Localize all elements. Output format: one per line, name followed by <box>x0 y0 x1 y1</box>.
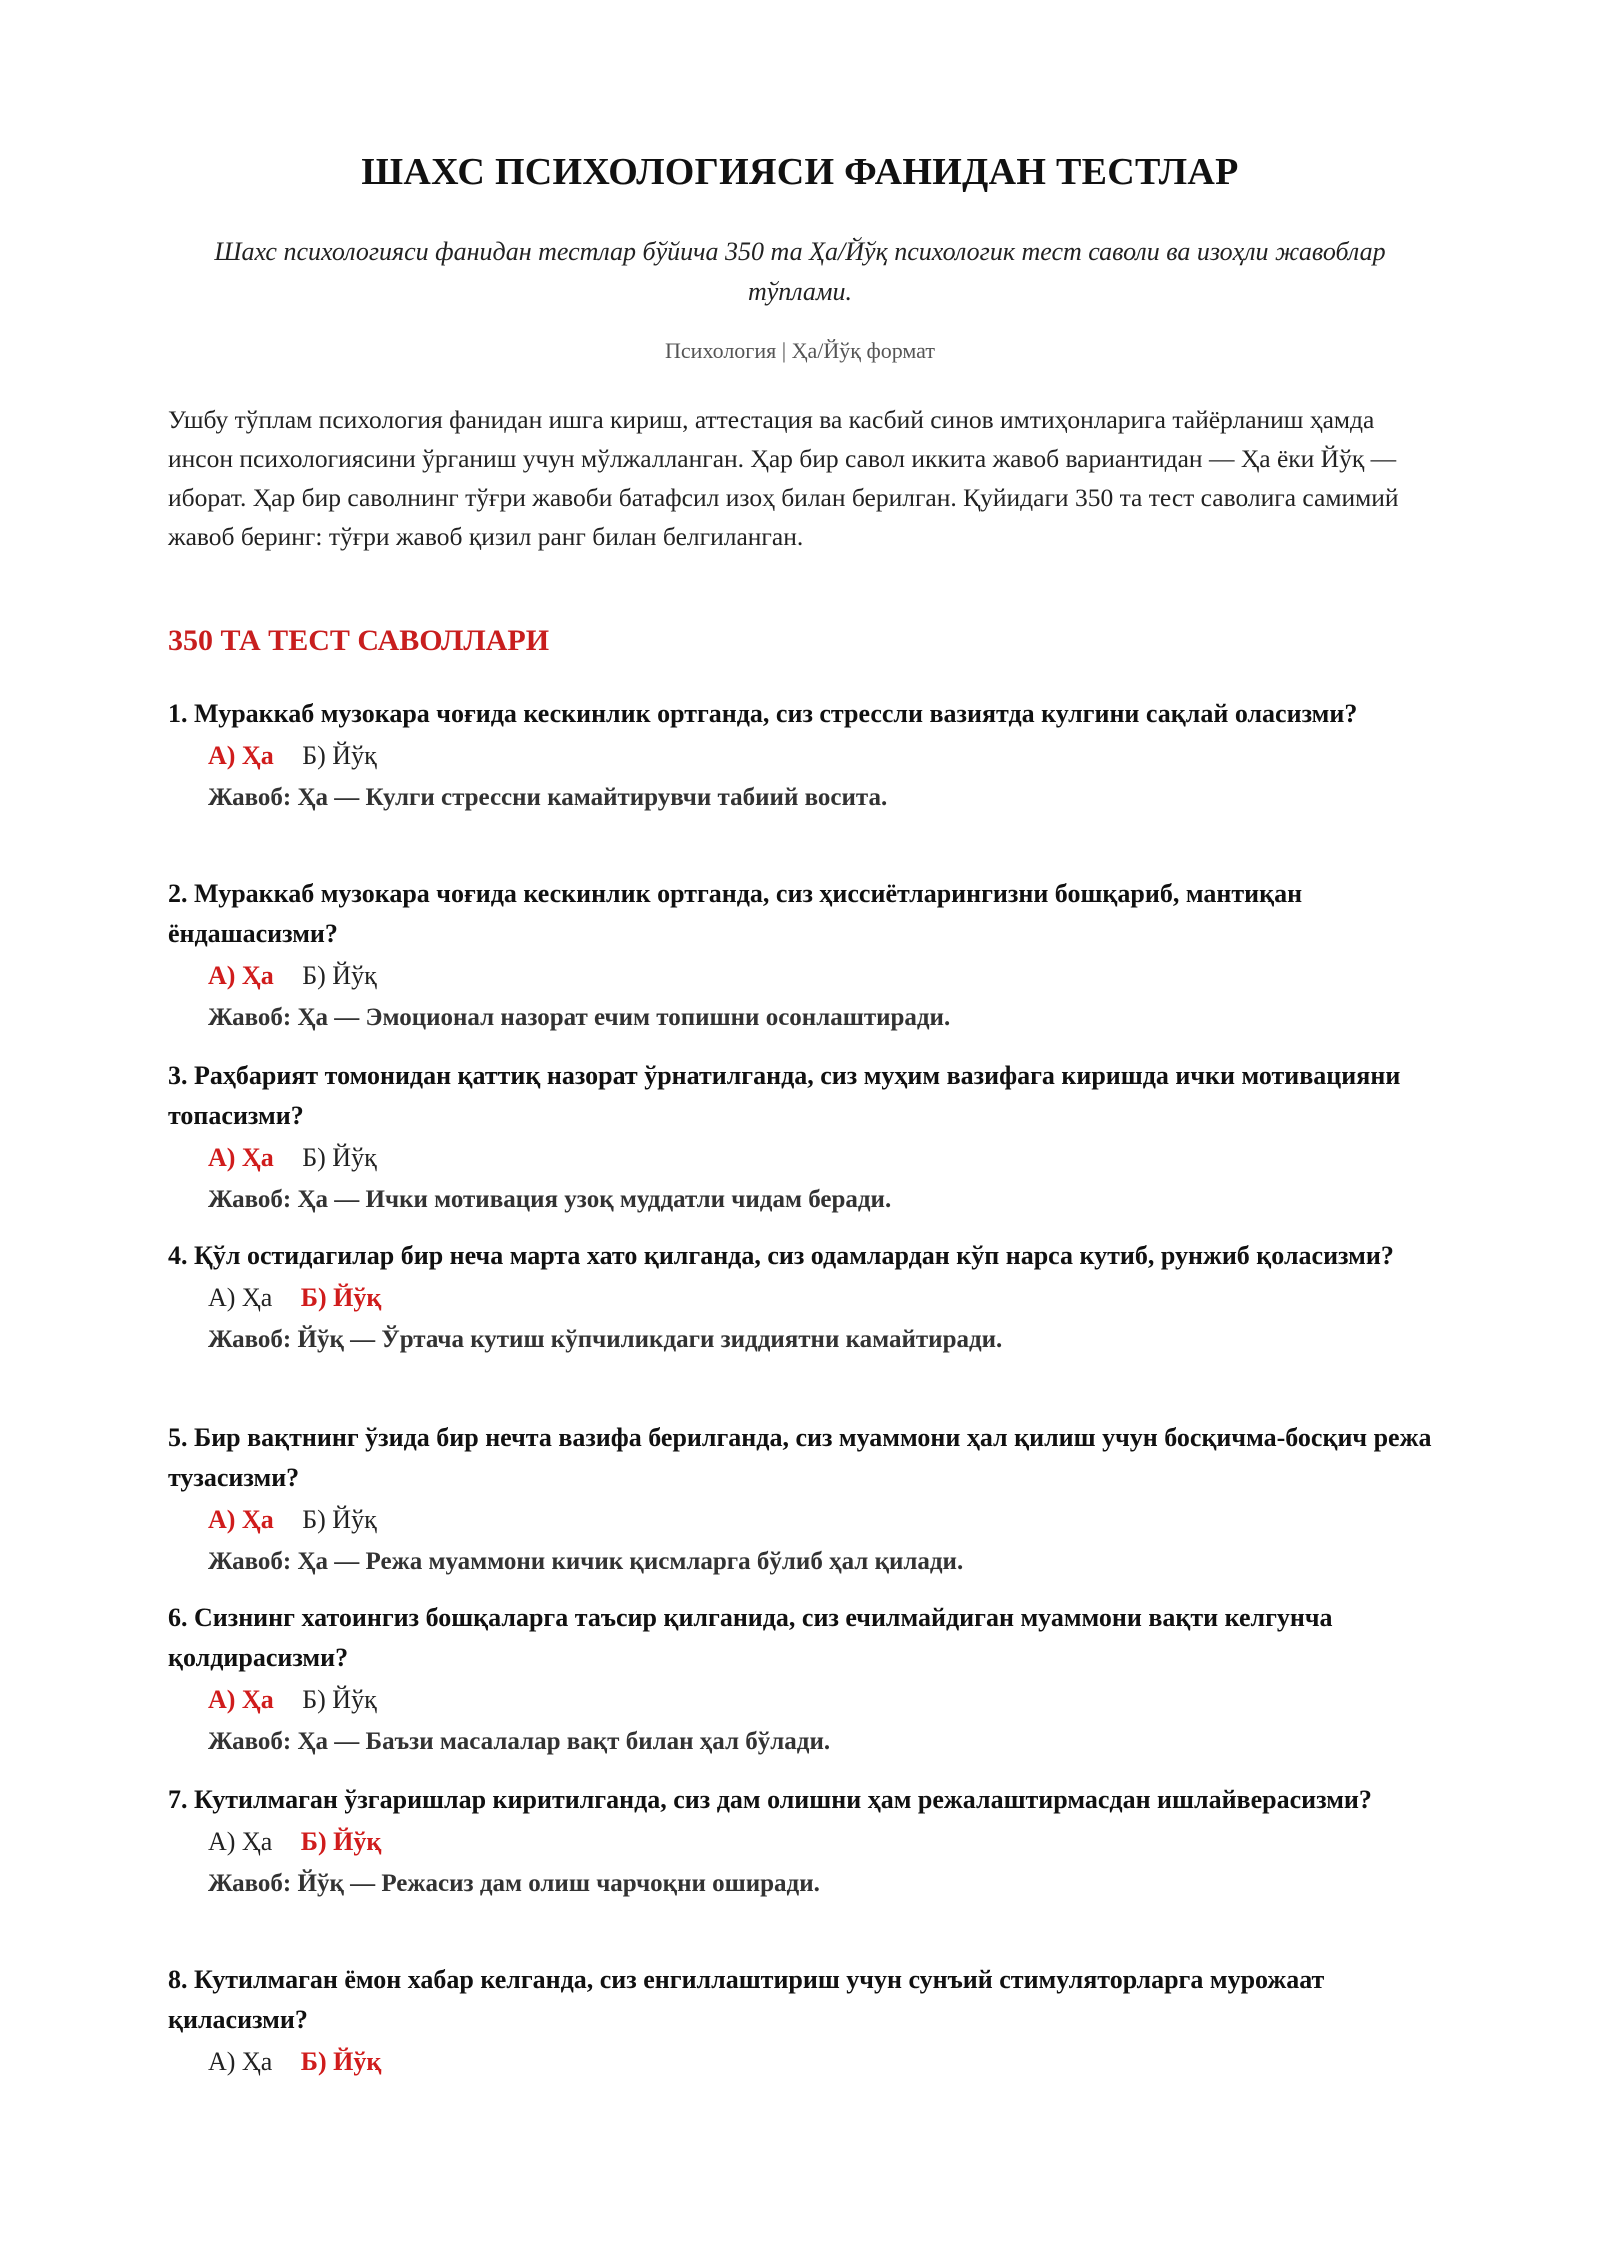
answer-explanation: Жавоб: Ҳа — Кулги стрессни камайтирувчи табиий восита. <box>208 784 888 811</box>
question-text: 5. Бир вақтнинг ўзида бир нечта вазифа берилганда, сиз муаммони ҳал қилиш учун босқичма-босқич режа тузасизми? <box>168 1423 1432 1492</box>
option-a: А) Ҳа <box>208 1143 274 1172</box>
answer-options <box>208 734 1432 778</box>
question-item <box>168 1960 1432 2084</box>
option-a: А) Ҳа <box>208 741 274 770</box>
question-item <box>168 694 1432 818</box>
option-b: Б) Йўқ <box>300 1283 382 1312</box>
question-text: 8. Кутилмаган ёмон хабар келганда, сиз енгиллаштириш учун сунъий стимуляторларга мурожаат қиласизми? <box>168 1965 1325 2034</box>
question-item <box>168 874 1432 1038</box>
question-text: 1. Мураккаб музокара чоғида кескинлик ортганда, сиз стрессли вазиятда кулгини сақлай оласизми? <box>168 699 1358 728</box>
question-text: 7. Кутилмаган ўзгаришлар киритилганда, сиз дам олишни ҳам режалаштирмасдан ишлайверасизми? <box>168 1785 1372 1814</box>
answer-explanation: Жавоб: Йўқ — Ўртача кутиш кўпчиликдаги зиддиятни камайтиради. <box>208 1326 1003 1353</box>
option-b: Б) Йўқ <box>302 741 377 770</box>
question-text: 6. Сизнинг хатоингиз бошқаларга таъсир қилганида, сиз ечилмайдиган муаммони вақти келгунча қолдирасизми? <box>168 1603 1333 1672</box>
option-b: Б) Йўқ <box>302 1505 377 1534</box>
question-text: 3. Раҳбарият томонидан қаттиқ назорат ўрнатилганда, сиз муҳим вазифага киришда ички мотивацияни топасизми? <box>168 1061 1401 1130</box>
answer-explanation: Жавоб: Ҳа — Эмоционал назорат ечим топишни осонлаштиради. <box>208 1004 951 1031</box>
question-text: 4. Қўл остидагилар бир неча марта хато қилганда, сиз одамлардан кўп нарса кутиб, рунжиб қоласизми? <box>168 1241 1394 1270</box>
document-title: ШАХС ПСИХОЛОГИЯСИ ФАНИДАН ТЕСТЛАР <box>361 151 1239 193</box>
answer-options <box>208 1498 1432 1542</box>
option-a: А) Ҳа <box>208 961 274 990</box>
answer-explanation: Жавоб: Ҳа — Баъзи масалалар вақт билан ҳал бўлади. <box>208 1728 831 1755</box>
document-meta: Психология | Ҳа/Йўқ формат <box>665 338 935 363</box>
question-item <box>168 1236 1432 1360</box>
question-text: 2. Мураккаб музокара чоғида кескинлик ортганда, сиз ҳиссиётларингизни бошқариб, мантиқан ёндашасизми? <box>168 879 1303 948</box>
option-a: А) Ҳа <box>208 1827 273 1856</box>
answer-options <box>208 1678 1432 1722</box>
option-a: А) Ҳа <box>208 1283 273 1312</box>
answer-options <box>208 1136 1432 1180</box>
intro-paragraph: Ушбу тўплам психология фанидан ишга кириш, аттестация ва касбий синов имтиҳонларига тайёрланиш ҳамда инсон психологиясини ўрганиш учун мўлжалланган. Ҳар бир савол иккита жавоб вариантидан — Ҳа ёки Йўқ — иборат. Ҳар бир саволнинг тўғри жавоби батафсил изоҳ билан берилган. Қуйидаги 350 та тест саволига самимий жавоб беринг: тўғри жавоб қизил ранг билан белгиланган. <box>168 405 1399 551</box>
question-item <box>168 1780 1432 1904</box>
document-subtitle: Шахс психологияси фанидан тестлар бўйича 350 та Ҳа/Йўқ психологик тест саволи ва изоҳли жавоблар тўплами. <box>214 237 1386 306</box>
answer-explanation: Жавоб: Йўқ — Режасиз дам олиш чарчоқни оширади. <box>208 1870 820 1897</box>
option-b: Б) Йўқ <box>302 1685 377 1714</box>
question-item <box>168 1598 1432 1762</box>
option-a: А) Ҳа <box>208 2047 273 2076</box>
answer-explanation: Жавоб: Ҳа — Режа муаммони кичик қисмларга бўлиб ҳал қилади. <box>208 1548 964 1575</box>
option-b: Б) Йўқ <box>300 1827 382 1856</box>
question-item <box>168 1056 1432 1220</box>
option-a: А) Ҳа <box>208 1685 274 1714</box>
answer-options <box>208 1820 1432 1864</box>
answer-options <box>208 2040 1432 2084</box>
answer-options <box>208 954 1432 998</box>
option-b: Б) Йўқ <box>302 961 377 990</box>
answer-options <box>208 1276 1432 1320</box>
option-b: Б) Йўқ <box>302 1143 377 1172</box>
option-b: Б) Йўқ <box>300 2047 382 2076</box>
answer-explanation: Жавоб: Ҳа — Ички мотивация узоқ муддатли чидам беради. <box>208 1186 892 1213</box>
question-item <box>168 1418 1432 1582</box>
option-a: А) Ҳа <box>208 1505 274 1534</box>
section-heading: 350 ТА ТЕСТ САВОЛЛАРИ <box>168 624 550 657</box>
